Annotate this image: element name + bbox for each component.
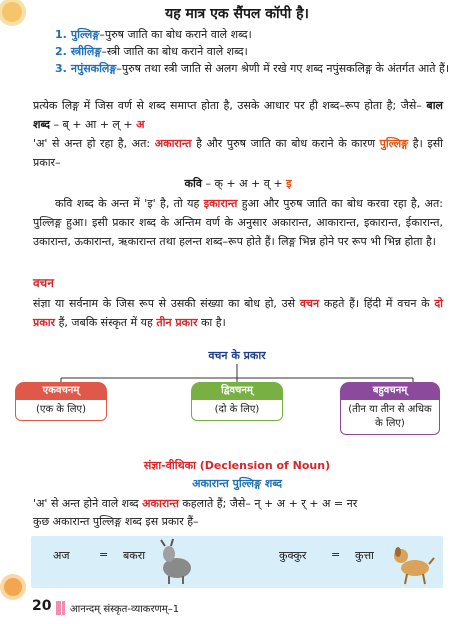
section-akarant: अकारान्त पुल्लिङ्ग शब्द — [192, 477, 282, 490]
list-number: 1. — [55, 28, 67, 41]
sample-notice: यह मात्र एक सैंपल कॉपी है। — [165, 6, 309, 22]
tree-title: वचन के प्रकार — [208, 349, 266, 362]
para1-ending: अ — [136, 118, 145, 131]
example-equals: = — [99, 548, 109, 561]
heading-vachan: वचन — [33, 276, 54, 290]
para2-gender: पुल्लिङ्ग — [379, 137, 409, 150]
para4-term3: तीन प्रकार — [156, 316, 198, 329]
kavi-parts: – क् + अ + व् + — [205, 177, 283, 190]
list-term: स्त्रीलिङ्ग — [70, 45, 102, 58]
box-ekvachan-title: एकवचनम् — [15, 382, 107, 400]
list-item — [55, 43, 455, 60]
footer-divider — [56, 601, 61, 615]
example-meaning: कुत्ता — [355, 549, 374, 562]
para5-text2: कहलाते हैं; जैसे– न् + अ + र् + अ = नर — [182, 497, 358, 510]
box-ekvachan-desc: (एक के लिए) — [15, 400, 107, 421]
box-bahuvachan — [340, 382, 440, 440]
goat-illustration-icon — [155, 538, 199, 586]
paragraph-6: कुछ अकारान्त पुल्लिङ्ग शब्द इस प्रकार हैं– — [33, 515, 199, 528]
box-bahuvachan-title: बहुवचनम् — [340, 382, 440, 400]
para4-term2: दो प्रकार — [33, 297, 444, 329]
para5-text: 'अ' से अन्त होने वाले शब्द — [33, 497, 139, 510]
para2-text3: है। इसी प्रकार– — [33, 137, 444, 169]
example-meaning: बकरा — [123, 549, 146, 562]
para4-term: वचन — [299, 297, 320, 310]
box-bahuvachan-desc: (तीन या तीन से अधिक के लिए) — [340, 400, 440, 435]
list-number: 3. — [55, 62, 67, 75]
list-text: –पुरुष तथा स्त्री जाति से अलग श्रेणी में रखे गए शब्द नपुंसकलिङ्ग के अंतर्गत आते हैं। — [116, 62, 449, 75]
kavi-word: कवि — [184, 177, 202, 190]
para3-term: इकारान्त — [203, 197, 238, 210]
vachan-tree-diagram — [0, 342, 474, 450]
list-text: –पुरुष जाति का बोध कराने वाले शब्द। — [99, 28, 252, 41]
paragraph-1 — [33, 96, 443, 134]
paragraph-3 — [33, 194, 443, 251]
para4-text3: हैं, जबकि संस्कृत में यह — [58, 316, 153, 329]
para1-text: प्रत्येक लिङ्ग में जिस वर्ण से शब्द समाप्त होता है, उसके आधार पर ही शब्द–रूप होता है; जैसे– — [33, 99, 422, 112]
list-term: नपुंसकलिङ्ग — [70, 62, 117, 75]
paragraph-4 — [33, 294, 443, 332]
para5-term: अकारान्त — [142, 497, 179, 510]
para3-text: कवि शब्द के अन्त में 'इ' है, तो यह — [55, 197, 200, 210]
flower-decoration-bottom-left — [4, 578, 22, 596]
box-dvivachan-desc: (दो के लिए) — [191, 400, 283, 421]
para4-text: संज्ञा या सर्वनाम के जिस रूप से उसकी संख्या का बोध हो, उसे — [33, 297, 296, 310]
para1-term: बाल शब्द — [33, 99, 444, 131]
paragraph-2 — [33, 134, 443, 172]
footer-divider — [62, 601, 65, 615]
para4-text4: का है। — [200, 316, 226, 329]
box-ekvachan — [15, 382, 107, 440]
section-declension: संज्ञा-वीथिका (Declension of Noun) — [143, 459, 331, 472]
list-text: –स्त्री जाति का बोध कराने वाले शब्द। — [101, 45, 248, 58]
book-title: आनन्दम् संस्कृत-व्याकरणम्–1 — [70, 604, 180, 615]
para4-text2: कहते हैं। हिंदी में वचन के — [323, 297, 430, 310]
para3-text2: हुआ और पुरुष जाति का बोध करवा रहा है, अत: पुल्लिङ्ग हुआ। इसी प्रकार शब्द के अन्तिम वर्ण के अनुसार अकारान्त, आकारान्त, इकारान्त, ईकारान्त, उकारान्त, ऊकारान्त, ऋकारान्त तथा हलन्त शब्द–रूप होते हैं। लिङ्ग भिन्न होने पर रूप भी भिन्न होता है। — [33, 197, 443, 248]
list-number: 2. — [55, 45, 67, 58]
list-item — [55, 26, 455, 43]
page-number: 20 — [32, 598, 52, 614]
gender-list — [55, 26, 455, 77]
dog-illustration-icon — [391, 540, 435, 586]
box-dvivachan-title: द्विवचनम् — [191, 382, 283, 400]
kavi-formula — [33, 174, 443, 193]
paragraph-5 — [33, 494, 443, 513]
example-word: कुक्कुर — [279, 549, 307, 562]
para2-term: अकारान्त — [154, 137, 192, 150]
box-dvivachan — [191, 382, 283, 440]
para2-text2: है और पुरुष जाति का बोध कराने के कारण — [196, 137, 376, 150]
example-equals: = — [331, 548, 341, 561]
list-term: पुल्लिङ्ग — [70, 28, 100, 41]
list-item — [55, 60, 455, 77]
examples-box — [31, 536, 443, 588]
para1-formula: – ब् + आ + ल् + — [53, 118, 133, 131]
example-word: अज — [53, 549, 70, 562]
kavi-ending: इ — [286, 177, 292, 190]
para2-text: 'अ' से अन्त हो रहा है, अत: — [33, 137, 151, 150]
page-footer — [0, 596, 474, 620]
